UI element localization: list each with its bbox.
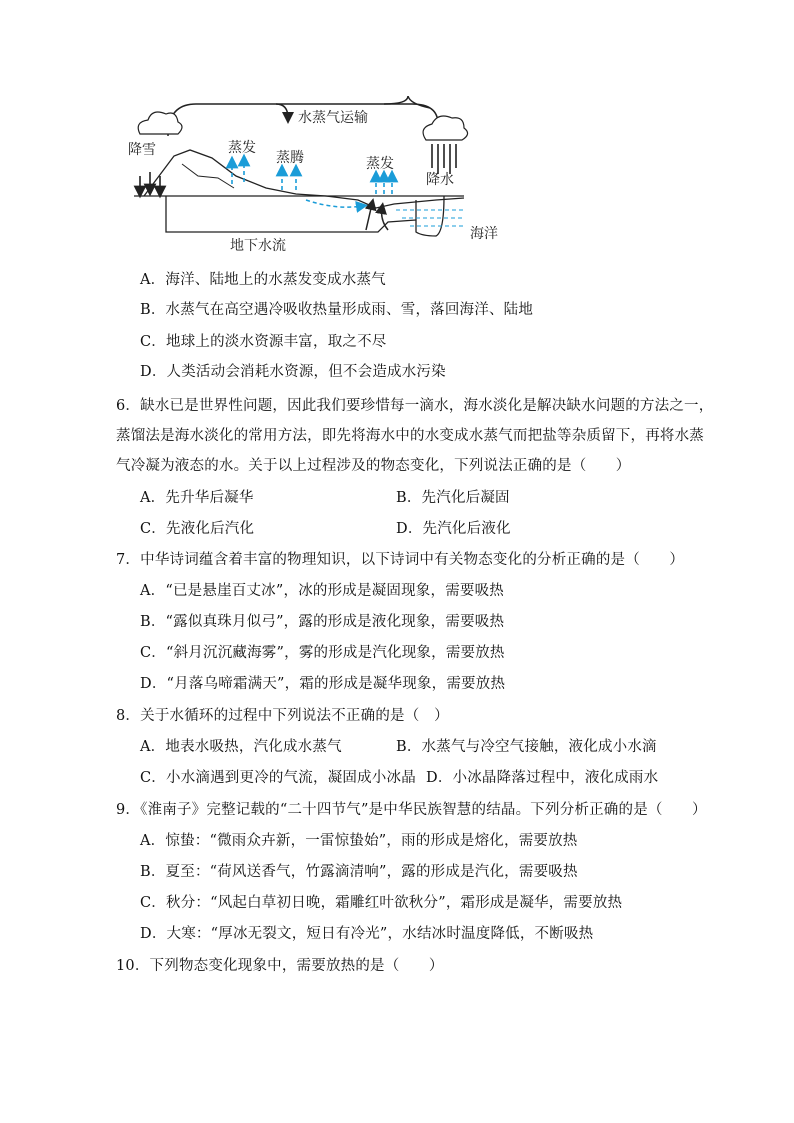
q7-option-b[interactable]: B．“露似真珠月似弓”，露的形成是液化现象，需要吸热 [140, 614, 505, 630]
label-evaporation-sea: 蒸发 [366, 156, 394, 172]
rain-cloud [423, 116, 467, 140]
q6-stem-line-1: 6．缺水已是世界性问题，因此我们要珍惜每一滴水，海水淡化是解决缺水问题的方法之一， [116, 398, 714, 414]
q9-stem: 9．《淮南子》完整记载的“二十四节气”是中华民族智慧的结晶。下列分析正确的是（ ） [116, 802, 707, 818]
q8-stem: 8．关于水循环的过程中下列说法不正确的是（ ） [116, 708, 449, 724]
q9-option-b[interactable]: B．夏至：“荷风送香气，竹露滴清响”，露的形成是汽化，需要吸热 [140, 864, 578, 880]
q8-option-d[interactable]: D．小冰晶降落过程中，液化成雨水 [426, 770, 659, 786]
label-snow: 降雪 [128, 142, 156, 158]
q5-option-a[interactable]: A．海洋、陆地上的水蒸发变成水蒸气 [140, 272, 386, 288]
q7-stem: 7．中华诗词蕴含着丰富的物理知识，以下诗词中有关物态变化的分析正确的是（ ） [116, 552, 685, 568]
q6-option-b[interactable]: B．先汽化后凝固 [396, 490, 510, 506]
q9-option-c[interactable]: C．秋分：“风起白草初日晚，霜雕红叶欲秋分”，霜形成是凝华，需要放热 [140, 895, 623, 911]
label-rain: 降水 [426, 172, 454, 188]
q7-option-c[interactable]: C．“斜月沉沉藏海雾”，雾的形成是汽化现象，需要放热 [140, 645, 505, 661]
water-cycle-diagram [126, 96, 504, 256]
label-groundwater: 地下水流 [230, 238, 286, 254]
q9-option-d[interactable]: D．大寒：“厚冰无裂文，短日有冷光”，水结冰时温度降低，不断吸热 [140, 926, 594, 942]
q8-option-a[interactable]: A．地表水吸热，汽化成水蒸气 [140, 739, 342, 755]
q6-stem-line-2: 蒸馏法是海水淡化的常用方法，即先将海水中的水变成水蒸气而把盐等杂质留下，再将水蒸 [116, 428, 704, 444]
q5-option-c[interactable]: C．地球上的淡水资源丰富，取之不尽 [140, 334, 387, 350]
ocean-waves [396, 210, 464, 226]
water-cycle-svg [126, 96, 504, 256]
snow-cloud [138, 112, 182, 134]
label-transport: 水蒸气运输 [298, 110, 368, 126]
q6-option-a[interactable]: A．先升华后凝华 [140, 490, 254, 506]
q6-option-d[interactable]: D．先汽化后液化 [396, 521, 511, 537]
label-transpiration: 蒸腾 [276, 150, 304, 166]
q5-option-d[interactable]: D．人类活动会消耗水资源，但不会造成水污染 [140, 364, 446, 380]
mountain-terrain [144, 150, 464, 208]
q7-option-a[interactable]: A．“已是悬崖百丈冰”，冰的形成是凝固现象，需要吸热 [140, 583, 504, 599]
rain-lines [432, 144, 456, 174]
q6-stem-line-3: 气冷凝为液态的水。关于以上过程涉及的物态变化，下列说法正确的是（ ） [116, 458, 631, 474]
q8-option-b[interactable]: B．水蒸气与冷空气接触，液化成小水滴 [396, 739, 657, 755]
groundwater-path [166, 196, 416, 232]
q8-option-c[interactable]: C．小水滴遇到更冷的气流，凝固成小冰晶 [140, 770, 416, 786]
q9-option-a[interactable]: A．惊蛰：“微雨众卉新，一雷惊蛰始”，雨的形成是熔化，需要放热 [140, 833, 578, 849]
label-evaporation-land: 蒸发 [228, 140, 256, 156]
q7-option-d[interactable]: D．“月落乌啼霜满天”，霜的形成是凝华现象，需要放热 [140, 676, 506, 692]
q6-option-c[interactable]: C．先液化后汽化 [140, 521, 255, 537]
label-ocean: 海洋 [470, 226, 498, 242]
q10-stem: 10．下列物态变化现象中，需要放热的是（ ） [116, 958, 444, 974]
q5-option-b[interactable]: B．水蒸气在高空遇冷吸收热量形成雨、雪，落回海洋、陆地 [140, 302, 534, 318]
